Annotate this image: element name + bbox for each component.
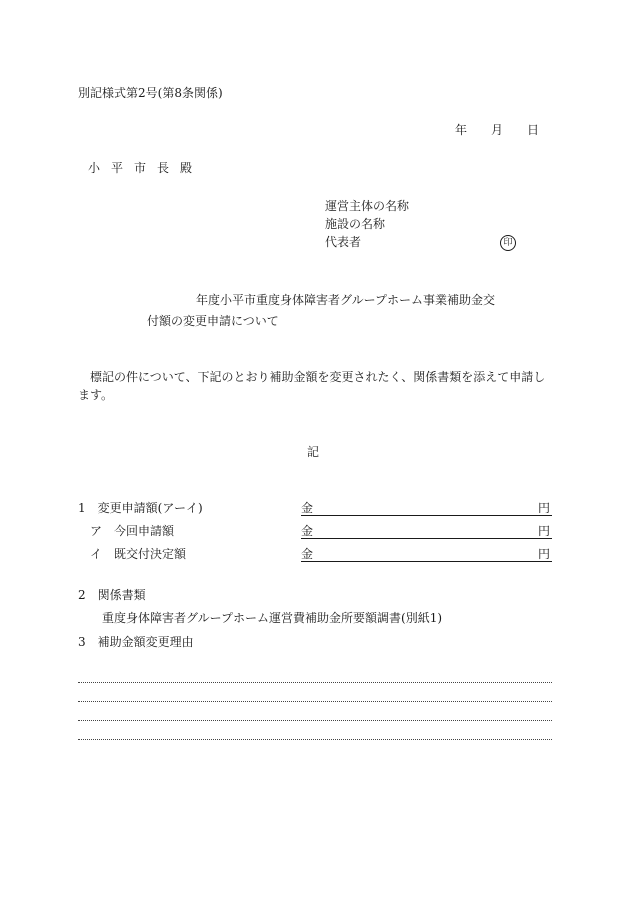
yen-label: 円 [537, 524, 550, 538]
amount-row-current-request [78, 522, 552, 540]
amount-line[interactable] [301, 499, 552, 516]
form-number: 別記様式第2号(第8条関係) [78, 86, 223, 100]
section3-heading: 3 補助金額変更理由 [78, 635, 194, 649]
amount-label: 1 変更申請額(アーイ) [78, 501, 203, 515]
kin-label: 金 [301, 547, 314, 561]
amount-row-change-request [78, 499, 552, 517]
reason-line[interactable] [78, 701, 552, 702]
amount-row-already-granted [78, 545, 552, 563]
yen-label: 円 [537, 547, 550, 561]
date-month: 月 [491, 123, 504, 137]
amount-label: イ 既交付決定額 [78, 547, 187, 561]
amount-label: ア 今回申請額 [78, 524, 175, 538]
reason-line[interactable] [78, 720, 552, 721]
date-year: 年 [455, 123, 468, 137]
kin-label: 金 [301, 501, 314, 515]
ki-heading: 記 [307, 445, 320, 459]
addressee: 小平市長殿 [88, 161, 204, 175]
reason-line[interactable] [78, 739, 552, 740]
amount-line[interactable] [301, 522, 552, 539]
org-name-label: 運営主体の名称 [325, 199, 410, 213]
representative-label: 代表者 [325, 235, 362, 249]
attachment-document: 重度身体障害者グループホーム運営費補助金所要額調書(別紙1) [102, 611, 443, 625]
section2-heading: 2 関係書類 [78, 588, 146, 602]
date-day: 日 [527, 123, 540, 137]
yen-label: 円 [537, 501, 550, 515]
amount-line[interactable] [301, 545, 552, 562]
request-body-text: 標記の件について、下記のとおり補助金額を変更されたく、関係書類を添えて申請します。 [78, 370, 546, 402]
facility-name-label: 施設の名称 [325, 217, 386, 231]
document-title-line2: 付額の変更申請について [147, 314, 279, 328]
kin-label: 金 [301, 524, 314, 538]
document-title-line1: 年度小平市重度身体障害者グループホーム事業補助金交 [196, 293, 496, 307]
applicant-block [325, 197, 409, 251]
seal-mark: 印 [500, 235, 516, 251]
reason-line[interactable] [78, 682, 552, 683]
